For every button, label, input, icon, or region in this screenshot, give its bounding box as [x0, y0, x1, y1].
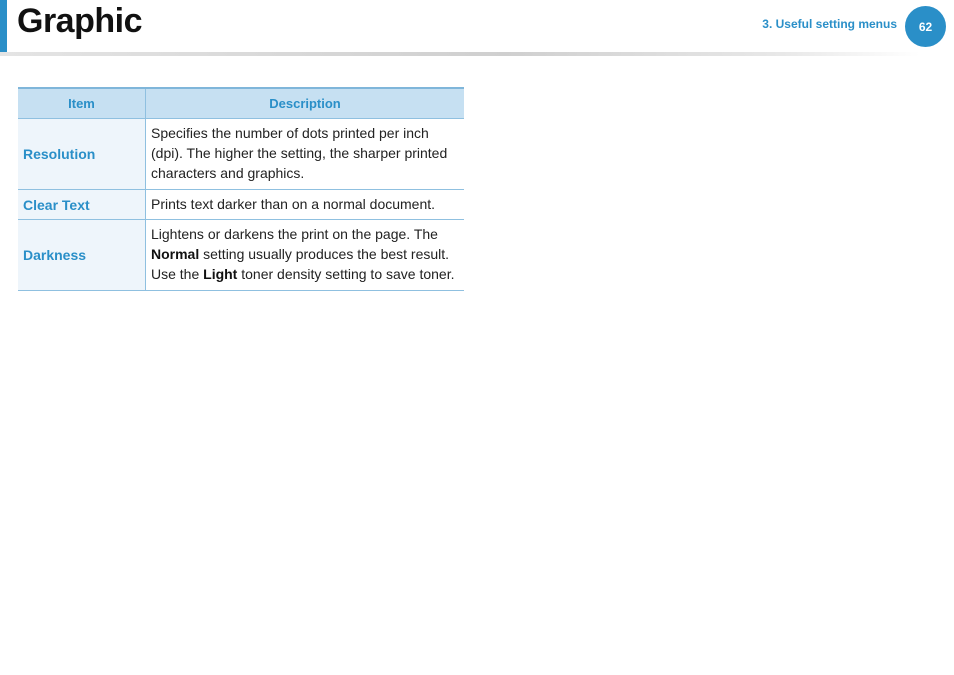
page-title: Graphic	[17, 2, 142, 40]
header-divider	[0, 52, 920, 56]
table-row-resolution	[18, 119, 464, 190]
header-accent-bar	[0, 0, 7, 52]
item-description: Specifies the number of dots printed per inch (dpi). The higher the setting, the sharper printed characters and graphics.	[146, 119, 465, 190]
page-number-badge	[905, 6, 946, 47]
description-text: Lightens or darkens the print on the page. The	[151, 226, 438, 242]
chapter-label: 3. Useful setting menus	[762, 17, 897, 31]
description-text: setting usually produces the best result. Use the	[151, 246, 450, 282]
description-bold-normal: Normal	[151, 246, 200, 262]
table-row-clear-text	[18, 190, 464, 220]
graphic-settings-table	[18, 87, 464, 291]
item-name: Darkness	[18, 220, 146, 291]
item-name: Clear Text	[18, 190, 146, 220]
column-header-item: Item	[18, 88, 146, 119]
table-header-row	[18, 88, 464, 119]
item-name: Resolution	[18, 119, 146, 190]
description-bold-light: Light	[203, 266, 238, 282]
page-number: 62	[918, 19, 933, 34]
item-description	[146, 220, 465, 291]
description-text: toner density setting to save toner.	[237, 266, 455, 282]
table-row-darkness	[18, 220, 464, 291]
column-header-description: Description	[146, 88, 465, 119]
item-description: Prints text darker than on a normal document.	[146, 190, 465, 220]
